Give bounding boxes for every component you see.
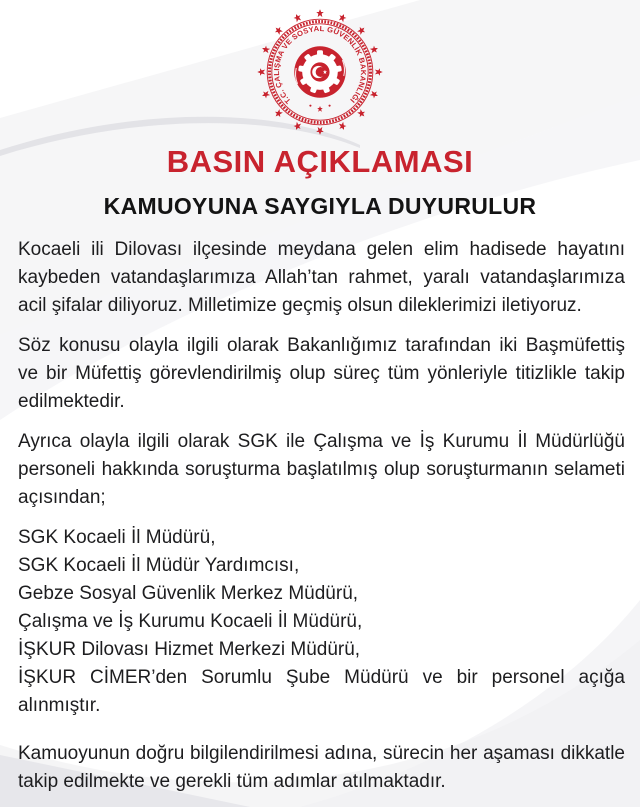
press-release-subtitle: KAMUOYUNA SAYGIYLA DUYURULUR xyxy=(103,193,537,219)
seal-ring-text: T.C. ÇALIŞMA VE SOSYAL GÜVENLİK BAKANLIĞI xyxy=(272,23,368,106)
press-release-title: BASIN AÇIKLAMASI xyxy=(166,144,474,179)
list-item: İŞKUR Dilovası Hizmet Merkezi Müdürü, xyxy=(18,639,361,660)
list-item: SGK Kocaeli İl Müdürü, xyxy=(18,527,216,548)
paragraph-inspectors: Söz konusu olayla ilgili olarak Bakanlığımız tarafından iki Başmüfettiş ve bir Müfettiş görevlendirilmiş olup süreç tüm yönleriyle titizlikle takip edilmektedir. xyxy=(18,335,625,412)
paragraph-closing: Kamuoyunun doğru bilgilendirilmesi adına, sürecin her aşaması dikkatle takip edilmekte ve gerekli tüm adımlar atılmaktadır. xyxy=(18,743,625,792)
list-item: İŞKUR CİMER’den Sorumlu Şube Müdürü ve bir personel açığa alınmıştır. xyxy=(18,667,625,716)
ministry-seal-logo xyxy=(254,6,386,138)
paragraph-investigation: Ayrıca olayla ilgili olarak SGK ile Çalışma ve İş Kurumu İl Müdürlüğü personeli hakkında soruşturma başlatılmış olup soruşturmanın selameti açısından; xyxy=(18,431,625,508)
list-item: Gebze Sosyal Güvenlik Merkez Müdürü, xyxy=(18,583,359,604)
paragraph-condolences: Kocaeli ili Dilovası ilçesinde meydana gelen elim hadisede hayatını kaybeden vatandaşlarımıza Allah’tan rahmet, yaralı vatandaşlarımıza acil şifalar diliyoruz. Milletimize geçmiş olsun dileklerimizi iletiyoruz. xyxy=(18,239,625,316)
suspended-officials-list xyxy=(18,524,625,720)
gear-emblem xyxy=(294,46,345,97)
list-item: SGK Kocaeli İl Müdür Yardımcısı, xyxy=(18,555,300,576)
list-item: Çalışma ve İş Kurumu Kocaeli İl Müdürü, xyxy=(18,611,363,632)
press-release-body xyxy=(0,236,640,796)
seal-bottom-ornaments xyxy=(309,105,330,112)
